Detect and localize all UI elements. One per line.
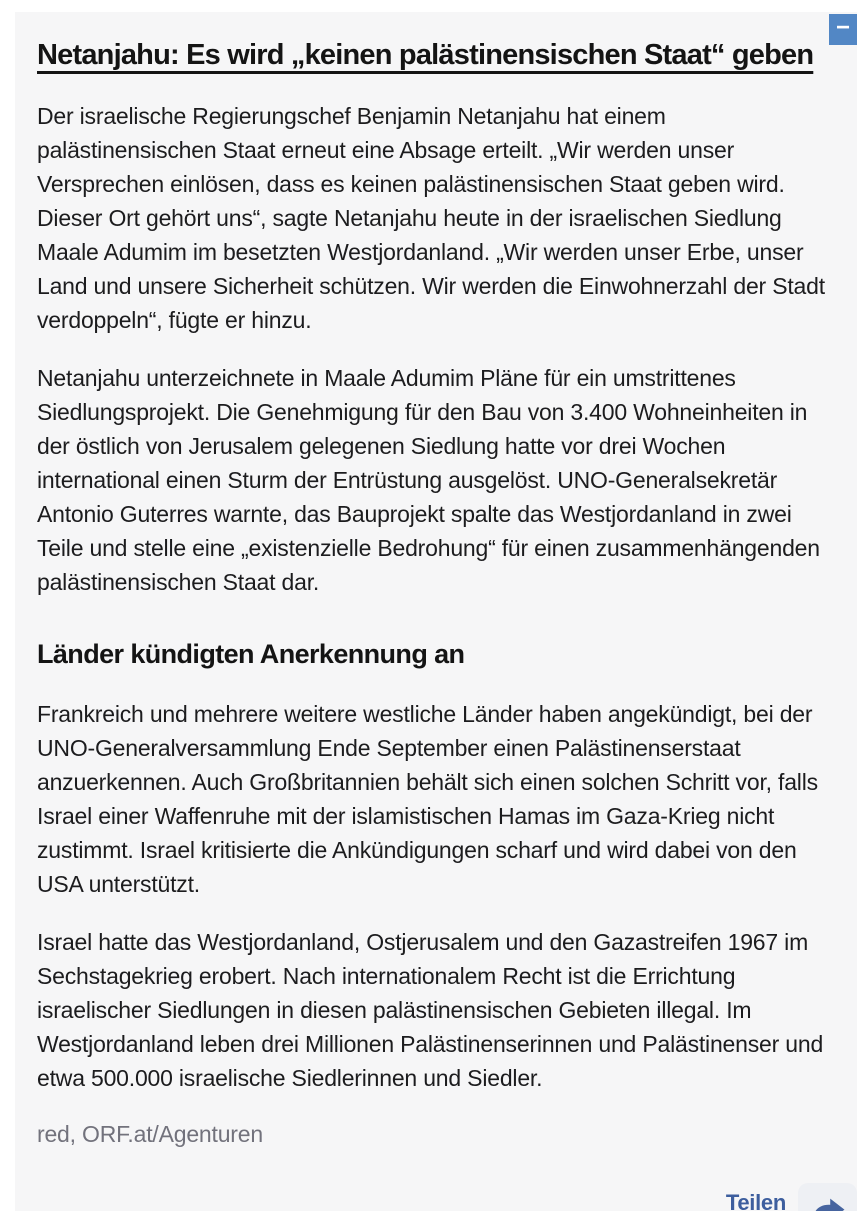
article-body xyxy=(37,99,832,1095)
article-title[interactable]: Netanjahu: Es wird „keinen palästinensischen Staat“ geben xyxy=(37,39,814,71)
paragraph: Der israelische Regierungschef Benjamin Netanjahu hat einem palästinensischen Staat erneut eine Absage erteilt. „Wir werden unser Versprechen einlösen, dass es keinen palästinensischen Staat geben wird. Dieser Ort gehört uns“, sagte Netanjahu heute in der israelischen Siedlung Maale Adumim im besetzten Westjordanland. „Wir werden unser Erbe, unser Land und unsere Sicherheit schützen. Wir werden die Einwohnerzahl der Stadt verdoppeln“, fügte er hinzu. xyxy=(37,103,825,333)
share-arrow-icon xyxy=(798,1183,857,1211)
share-button[interactable] xyxy=(726,1183,857,1211)
minus-icon: − xyxy=(835,14,850,41)
paragraph: Netanjahu unterzeichnete in Maale Adumim Pläne für ein umstrittenes Siedlungsprojekt. Die Genehmigung für den Bau von 3.400 Wohneinheiten in der östlich von Jerusalem gelegenen Siedlung hatte vor drei Wochen international einen Sturm der Entrüstung ausgelöst. UNO-Generalsekretär Antonio Guterres warnte, das Bauprojekt spalte das Westjordanland in zwei Teile und stelle eine „existenzielle Bedrohung“ für einen zusammenhängenden palästinensischen Staat dar. xyxy=(37,365,820,595)
byline: red, ORF.at/Agenturen xyxy=(37,1121,263,1147)
share-label: Teilen xyxy=(725,1190,786,1211)
collapse-button[interactable] xyxy=(829,14,857,45)
article-subheading: Länder kündigten Anerkennung an xyxy=(37,639,465,669)
paragraph: Frankreich und mehrere weitere westliche Länder haben angekündigt, bei der UNO-Generalversammlung Ende September einen Palästinenserstaat anzuerkennen. Auch Großbritannien behält sich einen solchen Schritt vor, falls Israel einer Waffenruhe mit der islamistischen Hamas im Gaza-Krieg nicht zustimmt. Israel kritisierte die Ankündigungen scharf und wird dabei von den USA unterstützt. xyxy=(37,701,818,897)
paragraph: Israel hatte das Westjordanland, Ostjerusalem und den Gazastreifen 1967 im Sechstagekrieg erobert. Nach internationalem Recht ist die Errichtung israelischer Siedlungen in diesen palästinensischen Gebieten illegal. Im Westjordanland leben drei Millionen Palästinenserinnen und Palästinenser und etwa 500.000 israelische Siedlerinnen und Siedler. xyxy=(37,929,824,1091)
article-card xyxy=(15,12,857,1211)
